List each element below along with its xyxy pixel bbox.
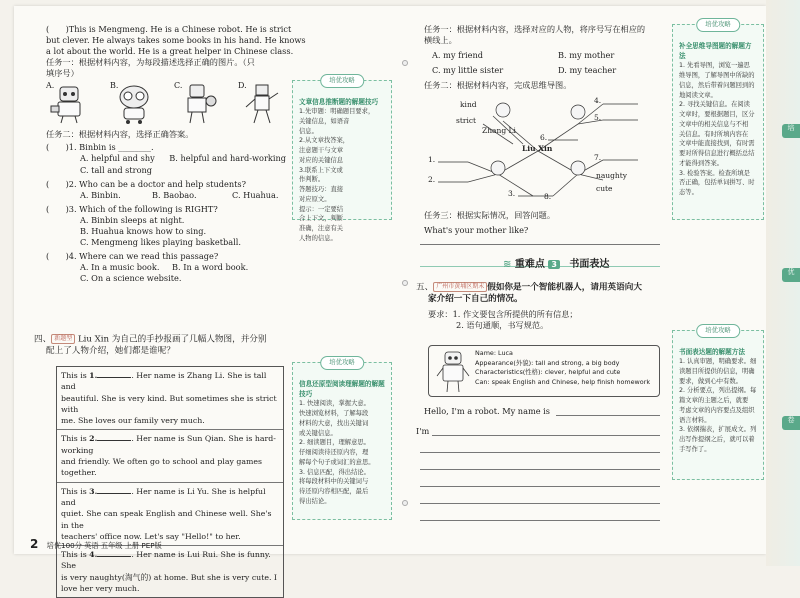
key-point-banner: ≋ 重难点 3 书面表达 — [503, 259, 610, 270]
answer-line[interactable] — [556, 415, 660, 416]
strategy-badge: 培优攻略 — [320, 74, 364, 88]
option[interactable]: B. helpful and hard-working — [169, 153, 286, 164]
robot-icon — [435, 350, 471, 394]
essay-im: I'm — [416, 426, 430, 436]
requirement-1: 要求：1. 作文要包含所提供的所有信息； — [428, 308, 578, 319]
task1-instruction: 任务一：根据材料内容，选择对应的人物，将序号写在相应的 — [424, 24, 646, 34]
binding-hole — [402, 280, 408, 286]
new-type-tag: 新题型 — [51, 334, 75, 344]
strategy-title: 书面表达题的解题方法 — [679, 348, 745, 356]
strategy-title: 文章信息推断题的解题技巧 — [299, 98, 379, 106]
info-can: Can: speak English and Chinese, help finish homework — [475, 377, 651, 386]
person-cards — [56, 366, 284, 598]
passage-line: but clever. He always takes some books in his hand. He knows — [46, 35, 306, 46]
option[interactable]: A. helpful and shy — [80, 153, 155, 164]
left-column — [46, 24, 306, 284]
task3-block — [424, 210, 664, 236]
mind-map-blank-7[interactable]: 7. — [594, 153, 602, 162]
person-card-2: This is 2. . Her name is Sun Qian. She is hard-working and friendly. We often go to school and play games together. — [57, 430, 283, 482]
option[interactable]: C. tall and strong — [80, 164, 153, 175]
mind-map-blank-6[interactable]: 6. — [540, 133, 548, 142]
strategy-box-1: 培优攻略 文章信息推断题的解题技巧 1.先审题：明确题目要求， 关键信息，如语音 信息。 2.从文章找答案， 注意题干与文章 对应的关键信息 3.联系上下文或 作判断。 答题技巧：直接 对应原文。 提示：一定要结 合上下文，判断 准确，注意有关 人物的信息。 — [292, 80, 392, 220]
answer-blank[interactable] — [97, 370, 131, 378]
answer-blank[interactable] — [97, 433, 131, 441]
mind-map-blank-3[interactable]: 3. — [508, 189, 516, 198]
person-card-3: This is 3. . Her name is Li Yu. She is helpful and quiet. She can speak English and Chinese well. She's in the teachers' office now. Let's say "Hello!" to her. — [57, 483, 283, 546]
mind-map-center: Liu Xin — [522, 144, 553, 153]
question-4: ( )4. Where can we read this passage? A. In a music book. B. In a word book. C. On a science website. — [46, 251, 286, 284]
page-number: 2 — [30, 537, 39, 551]
option[interactable]: B. Huahua knows how to sing. — [80, 225, 207, 236]
question-3: ( )3. Which of the following is RIGHT? A. Binbin sleeps at night. B. Huahua knows how to sing. C. Mengmeng likes playing basketball. — [46, 204, 286, 248]
answer-line[interactable] — [432, 435, 660, 436]
passage-line: ( )This is Mengmeng. He is a Chinese robot. He is strict — [46, 24, 292, 34]
mind-map — [428, 96, 648, 206]
person-card-4: This is 4. . Her name is Lui Rui. She is funny. She is very naughty(淘气的) at home. But she is very cute. I love her very much. — [61, 550, 277, 594]
side-tab: 优 — [782, 268, 800, 282]
question-1: ( )1. Binbin is ________. A. helpful and shy B. helpful and hard-working C. tall and strong — [46, 142, 286, 175]
mind-map-word: kind — [460, 100, 477, 109]
strategy-badge: 培优攻略 — [696, 18, 740, 32]
task1-instruction-cont: 填序号） — [46, 68, 79, 79]
source-tag: 广州市黄埔区期末 — [433, 282, 487, 292]
option[interactable]: A. In a music book. — [80, 262, 160, 272]
info-characteristics: Characteristics(性格): clever, helpful and cute — [475, 368, 621, 377]
robot-image-d: D. — [238, 81, 282, 125]
robot-image-b: B. — [110, 81, 154, 125]
person-card-1: This is 1. . Her name is Zhang Li. She is tall and beautiful. She is very kind. But sometimes she is strict with me. She loves our family very much. — [57, 367, 283, 430]
mind-map-person: Zhang Li — [482, 126, 516, 135]
task2-instruction: 任务二：根据材料内容，完成思维导图。 — [424, 80, 572, 91]
section-4: 四、 新题型 Liu Xin 为自己的手抄报画了几幅人物图，并分别 配上了人物介绍，她们都是谁呢？ — [34, 334, 267, 357]
side-tab: 卷 — [782, 416, 800, 430]
answer-line[interactable] — [420, 503, 660, 504]
passage-line: a lot about the world. He is a great helper in Chinese class. — [46, 46, 294, 57]
mind-map-word: naughty — [596, 171, 628, 180]
robot-image-a: A. — [46, 81, 90, 125]
mind-map-blank-1[interactable]: 1. — [428, 155, 436, 164]
strategy-box-3: 培优攻略 补全思维导图题的解题方法 1. 先看导图，浏览一遍思 维导图，了解导图中所缺的 信息，然后带着问题回到的 地阅读文章。 2. 寻找关键信息。在阅读 文章时，要根据题目，区分 文章中的相关信息与不相 关信息。有时所填内容在 文章中能直接找到，有时需 要对所得信息进行概括总结 才能得到答案。 3. 检验答案。检查所填是 否正确，包括单词拼写、时 态等。 — [672, 24, 764, 220]
right-column-top — [424, 24, 664, 91]
task3-instruction: 任务三：根据实际情况，回答问题。 — [424, 210, 556, 220]
option[interactable]: D. my teacher — [558, 65, 617, 76]
option[interactable]: C. On a science website. — [80, 273, 182, 284]
option[interactable]: C. my little sister — [432, 65, 504, 76]
option[interactable]: C. Mengmeng likes playing basketball. — [80, 236, 241, 247]
option[interactable]: A. Binbin sleeps at night. — [80, 214, 185, 225]
robot-info-card — [428, 345, 660, 397]
mind-map-blank-8[interactable]: 8. — [544, 192, 552, 201]
option[interactable]: A. my friend — [432, 50, 484, 61]
task3-question: What's your mother like? — [424, 225, 529, 236]
side-tab: 培 — [782, 124, 800, 138]
info-name: Name: Luca — [475, 349, 513, 357]
section-5: 五、 广州市黄埔区期末 假如你是一个智能机器人，请用英语向大 家介绍一下自己的情况。 要求：1. 作文要包含所提供的所有信息； 2. 语句通顺，书写规范。 — [416, 282, 666, 331]
option[interactable]: B. In a word book. — [172, 262, 249, 272]
robot-image-c: C. — [174, 81, 218, 125]
answer-line[interactable] — [420, 486, 660, 487]
strategy-box-2: 培优攻略 信息还原型阅读理解题的解题技巧 1. 快速阅读，掌握大意。 快速浏览材料，了解每段 材料的大意，找出关键词 或关键信息。 2. 细读题目，理解意思。 仔细阅读待还原内容，理 解每个句子或词汇的意思。 3. 信息匹配，得出结论。 将每段材料中的关键词与 待还原内容相匹配，最后 得出结论。 — [292, 362, 392, 520]
strategy-title: 信息还原型阅读理解题的解题技巧 — [299, 380, 385, 399]
mind-map-blank-4[interactable]: 4. — [594, 96, 602, 105]
question-2: ( )2. Who can be a doctor and help students? A. Binbin. B. Baobao. C. Huahua. — [46, 178, 279, 200]
essay-start: Hello, I'm a robot. My name is — [424, 406, 550, 416]
answer-blank[interactable] — [97, 486, 131, 494]
option[interactable]: C. Huahua. — [232, 189, 279, 200]
mind-map-word: cute — [596, 184, 613, 193]
requirement-2: 2. 语句通顺，书写规范。 — [456, 319, 549, 330]
strategy-box-4: 培优攻略 书面表达题的解题方法 1. 认真审题，明确要求。细 读题目所提供的信息，明确 要求，做到心中有数。 2. 分析要点，列出提纲。每 篇文章的主题之后，就要 考虑文章的内容要点及组织 语言材料。 3. 依纲揣表，扩展成文。列 出写作提纲之后，就可以着 手写作了。 — [672, 330, 764, 480]
option[interactable]: A. Binbin. — [80, 189, 121, 200]
option[interactable]: B. Baobao. — [152, 189, 197, 200]
strategy-badge: 培优攻略 — [696, 324, 740, 338]
task1-instruction-cont: 横线上。 — [424, 35, 457, 46]
answer-line[interactable] — [420, 452, 660, 453]
answer-line[interactable] — [420, 469, 660, 470]
binding-hole — [402, 500, 408, 506]
task2-instruction: 任务二：根据材料内容，选择正确答案。 — [46, 129, 194, 140]
info-appearance: Appearance(外貌): tall and strong, a big body — [475, 358, 620, 367]
option[interactable]: B. my mother — [558, 50, 615, 61]
answer-line[interactable] — [420, 244, 660, 245]
mind-map-blank-5[interactable]: 5. — [594, 113, 602, 122]
strategy-title: 补全思维导图题的解题方法 — [679, 42, 752, 61]
footer-text: 培优100分 英语 五年级 上册 PEP版 — [46, 541, 162, 550]
answer-line[interactable] — [420, 520, 660, 521]
strategy-badge: 培优攻略 — [320, 356, 364, 370]
task1-instruction: 任务一：根据材料内容，为每段描述选择正确的图片。（只 — [46, 57, 255, 68]
binding-hole — [402, 60, 408, 66]
robot-images — [46, 81, 282, 125]
mind-map-blank-2[interactable]: 2. — [428, 175, 436, 184]
mind-map-word: strict — [456, 116, 477, 125]
page-footer — [30, 536, 162, 552]
page-edge — [766, 0, 800, 566]
